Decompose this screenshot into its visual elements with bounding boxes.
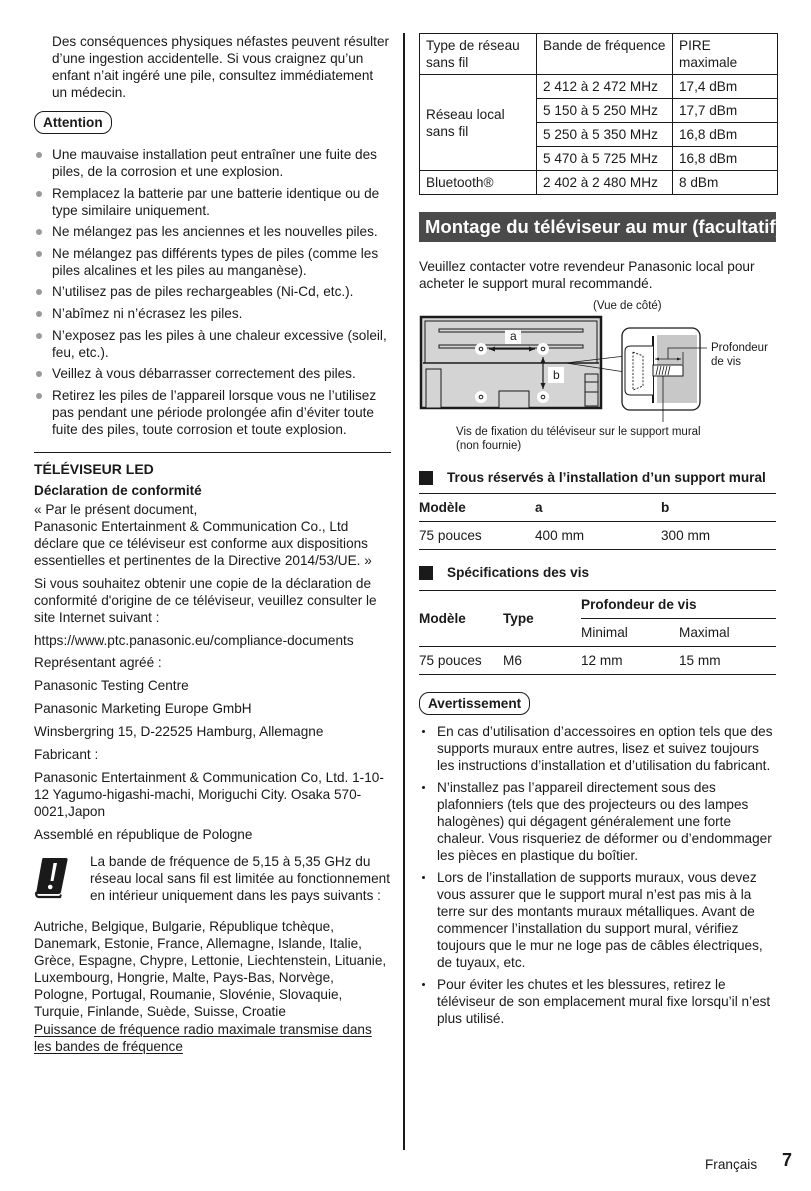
section-divider [34, 452, 391, 453]
table-row: 75 pouces M6 12 mm 15 mm [419, 647, 776, 675]
bullet-icon [422, 730, 425, 733]
bullet-icon [36, 393, 42, 399]
countries-list: Autriche, Belgique, Bulgarie, République tchèque, Danemark, Estonie, France, Allemagne, Islande, Italie, Grèce, Espagne, Chypre, Lettonie, Liechtenstein, Lituanie, Luxembourg, Hongrie, Malte, Pays-Bas, Norvège, Pologne, Portugal, Roumanie, Slovénie, Slovaquie, Turquie, Finlande, Suède, Suisse, Croatie [34, 919, 387, 1020]
wall-mount-title: Montage du téléviseur au mur (facultatif) [419, 212, 776, 242]
warning-label: Avertissement [419, 692, 530, 715]
attention-label: Attention [34, 111, 112, 134]
bluetooth-label: Bluetooth® [420, 171, 537, 195]
table-header-row: Modèle Type Profondeur de vis [419, 591, 776, 619]
table-header-row [420, 34, 778, 75]
indoor-use-notice [34, 853, 391, 904]
list-item: N’exposez pas les piles à une chaleur excessive (soleil, feu, etc.). [34, 327, 391, 361]
band-cell: 2 412 à 2 472 MHz [537, 75, 673, 99]
bullet-icon [422, 983, 425, 986]
dimension-a-label: a [510, 329, 517, 343]
band-cell: 5 470 à 5 725 MHz [537, 147, 673, 171]
rep-company: Panasonic Marketing Europe GmbH [34, 701, 252, 717]
holes-table [419, 493, 776, 550]
header-eirp: PIRE maximale [673, 34, 778, 75]
max-power-heading: Puissance de fréquence radio maximale transmise dans les bandes de fréquence [34, 1022, 372, 1055]
eirp-cell: 16,8 dBm [673, 147, 778, 171]
warning-list [419, 723, 778, 1027]
list-item: N’abîmez ni n’écrasez les piles. [34, 305, 391, 322]
warning-book-icon [34, 856, 68, 898]
list-item: Ne mélangez pas les anciennes et les nouvelles piles. [34, 223, 391, 240]
attention-list [34, 146, 391, 438]
list-item: Une mauvaise installation peut entraîner une fuite des piles, de la corrosion et une explosion. [34, 146, 391, 180]
eirp-cell: 17,4 dBm [673, 75, 778, 99]
footer-language: Français [705, 1157, 758, 1172]
list-item: Veillez à vous débarrasser correctement des piles. [34, 365, 391, 382]
bullet-icon [36, 289, 42, 295]
right-column [419, 33, 782, 1032]
list-item: Lors de l’installation de supports muraux, vous devez vous assurer que le support mural n’est pas mis à la terre sur des montants muraux métalliques. Avant de commencer l’installation du support mural, vérifiez toujours que le mur ne loge pas de câbles électriques, de tuyaux, etc. [419, 869, 778, 971]
diagram-caption: Vis de fixation du téléviseur sur le support mural (non fournie) [456, 426, 701, 452]
rep-address: Winsbergring 15, D-22525 Hamburg, Allemagne [34, 724, 324, 740]
bullet-icon [36, 371, 42, 377]
rep-label: Représentant agréé : [34, 655, 162, 671]
declaration-text: Panasonic Entertainment & Communication Co., Ltd déclare que ce téléviseur est conforme aux dispositions essentielles et pertinentes de la Directive 2014/53/UE. » [34, 519, 372, 569]
list-item: Ne mélangez pas différents types de piles (comme les piles alcalines et les piles au manganèse). [34, 245, 391, 279]
square-bullet-icon [419, 471, 433, 485]
square-bullet-icon [419, 566, 433, 580]
side-view-label: (Vue de côté) [593, 300, 662, 312]
screw-spec-table [419, 590, 776, 675]
screw-depth-label: Profondeur de vis [711, 342, 768, 368]
declaration-line1: « Par le présent document, [34, 502, 198, 518]
bullet-icon [36, 152, 42, 158]
eirp-cell: 16,8 dBm [673, 123, 778, 147]
bullet-icon [36, 229, 42, 235]
header-band: Bande de fréquence [537, 34, 673, 75]
wall-mount-intro: Veuillez contacter votre revendeur Panasonic local pour acheter le support mural recommandé. [419, 259, 755, 291]
list-item: N’utilisez pas de piles rechargeables (Ni-Cd, etc.). [34, 283, 391, 300]
compliance-url[interactable]: https://www.ptc.panasonic.eu/compliance-documents [34, 633, 354, 649]
bullet-icon [36, 251, 42, 257]
wall-mount-diagram [419, 294, 779, 459]
wlan-label: Réseau local sans fil [420, 75, 537, 171]
table-row [420, 171, 778, 195]
manufacturer-label: Fabricant : [34, 747, 99, 763]
rep-name: Panasonic Testing Centre [34, 678, 189, 694]
manufacturer-address: Panasonic Entertainment & Communication Co, Ltd. 1-10-12 Yagumo-higashi-machi, Moriguchi City. Osaka 570-0021,Japon [34, 770, 384, 820]
bullet-icon [422, 786, 425, 789]
bullet-icon [422, 876, 425, 879]
tv-heading: TÉLÉVISEUR LED [34, 461, 154, 478]
assembled-text: Assemblé en république de Pologne [34, 827, 253, 843]
table-row [420, 75, 778, 99]
band-cell: 2 402 à 2 480 MHz [537, 171, 673, 195]
ingestion-warning-text: Des conséquences physiques néfastes peuvent résulter d’une ingestion accidentelle. Si vous craignez qu’un enfant n’ait ingéré une pile, consultez immédiatement un médecin. [52, 34, 390, 100]
bullet-icon [36, 191, 42, 197]
bullet-icon [36, 311, 42, 317]
band-cell: 5 250 à 5 350 MHz [537, 123, 673, 147]
left-column [34, 33, 391, 1055]
holes-heading: Trous réservés à l’installation d’un support mural [419, 469, 778, 486]
list-item: N’installez pas l’appareil directement sous des plafonniers (tels que des projecteurs ou des lampes halogènes) qui dégagent généralement une forte chaleur. Vous risqueriez de déformer ou d’endommager les pièces en plastique du boîtier. [419, 779, 778, 864]
list-item: Retirez les piles de l’appareil lorsque vous ne l’utilisez pas pendant une période prolongée afin d’éviter toute fuite des piles, toute corrosion et toute explosion. [34, 387, 391, 438]
dimension-b-label: b [553, 368, 560, 382]
screw-spec-heading: Spécifications des vis [419, 564, 778, 581]
copy-request-text: Si vous souhaitez obtenir une copie de la déclaration de conformité d'origine de ce téléviseur, veuillez consulter le site Internet suivant : [34, 576, 377, 626]
table-subheader-row: Minimal Maximal [419, 619, 776, 647]
table-header-row: Modèle a b [419, 494, 776, 522]
eirp-cell: 8 dBm [673, 171, 778, 195]
notice-text: La bande de fréquence de 5,15 à 5,35 GHz du réseau local sans fil est limitée au fonctionnement en intérieur uniquement dans les pays suivants : [90, 854, 390, 904]
list-item: En cas d’utilisation d’accessoires en option tels que des supports muraux entre autres, lisez et suivez toujours les instructions d’installation et d’utilisation du fabricant. [419, 723, 778, 774]
band-cell: 5 150 à 5 250 MHz [537, 99, 673, 123]
eirp-cell: 17,7 dBm [673, 99, 778, 123]
table-row: 75 pouces 400 mm 300 mm [419, 522, 776, 550]
list-item: Pour éviter les chutes et les blessures, retirez le téléviseur de son emplacement mural fixe lorsqu’il n’est plus utilisé. [419, 976, 778, 1027]
bullet-icon [36, 333, 42, 339]
header-network-type: Type de réseau sans fil [420, 34, 537, 75]
declaration-heading: Déclaration de conformité [34, 483, 202, 499]
frequency-table [419, 33, 778, 195]
page-number: 7 [782, 1150, 793, 1170]
column-divider [403, 33, 405, 1150]
list-item: Remplacez la batterie par une batterie identique ou de type similaire uniquement. [34, 185, 391, 219]
